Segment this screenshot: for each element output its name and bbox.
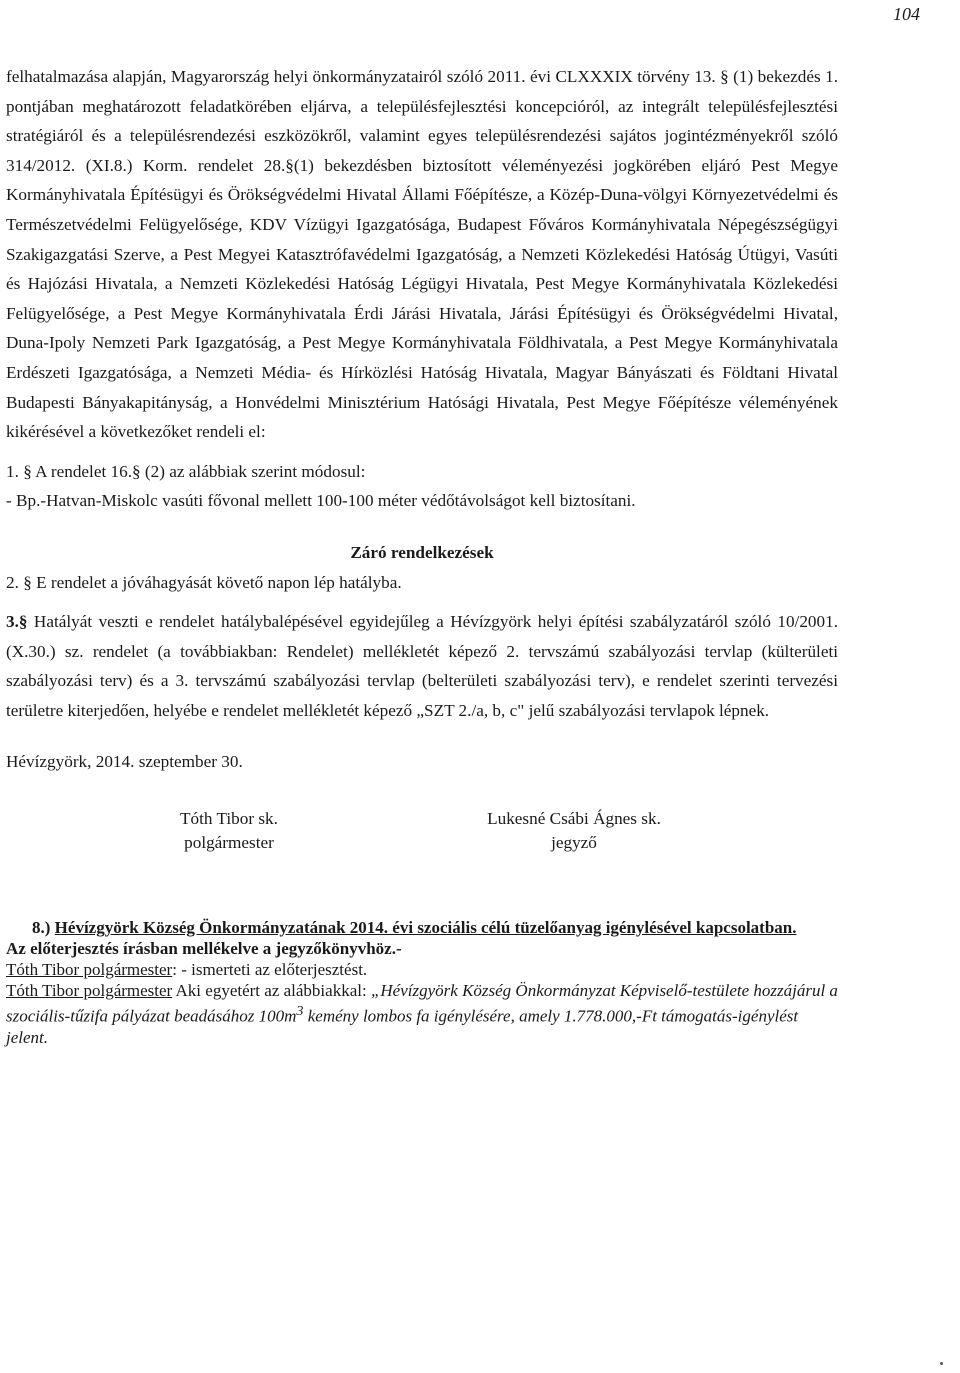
place-date: Hévízgyörk, 2014. szeptember 30. [6, 752, 243, 772]
speaker-line-2 [6, 980, 838, 1048]
speaker-1: Tóth Tibor polgármester [6, 960, 173, 980]
speaker-line-1 [6, 959, 838, 980]
intro-paragraph: felhatalmazása alapján, Magyarország helyi önkormányzatairól szóló 2011. évi CLXXXIX törvény 13. § (1) bekezdés 1. pontjában meghatározott feladatkörében eljárva, a településfejlesztési koncepcióról, az integrált településfejlesztési stratégiáról és a településrendezési eszközökről, valamint egyes településrendezési sajátos jogintézményekről szóló 314/2012. (XI.8.) Korm. rendelet 28.§(1) bekezdésben biztosított véleményezési jogkörében eljáró Pest Megye Kormányhivatala Építésügyi és Örökségvédelmi Hivatal Állami Főépítésze, a Közép-Duna-völgyi Környezetvédelmi és Természetvédelmi Felügyelősége, KDV Vízügyi Igazgatósága, Budapest Főváros Kormányhivatala Népegészségügyi Szakigazgatási Szerve, a Pest Megyei Katasztrófavédelmi Igazgatóság, a Nemzeti Közlekedési Hatóság Útügyi, Vasúti és Hajózási Hivatala, a Nemzeti Közlekedési Hatóság Légügyi Hivatala, Pest Megye Kormányhivatala Közlekedési Felügyelősége, a Pest Megye Kormányhivatala Érdi Járási Hivatala, Járási Építésügyi és Örökségvédelmi Hivatal, Duna-Ipoly Nemzeti Park Igazgatóság, a Pest Megye Kormányhivatala Földhivatala, a Pest Megye Kormányhivatala Erdészeti Igazgatósága, a Nemzeti Média- és Hírközlési Hatóság Hivatala, Magyar Bányászati és Földtani Hivatal Budapesti Bányakapitányság, a Honvédelmi Minisztérium Hatósági Hivatala, Pest Megye Főépítésze véleményének kikérésével a következőket rendeli el: [6, 67, 838, 442]
notary-title: jegyző [551, 833, 597, 853]
document-body [6, 62, 838, 1048]
scan-speck [940, 1362, 943, 1365]
speaker-2: Tóth Tibor polgármester [6, 981, 173, 1001]
agenda-title-text: Hévízgyörk Község Önkormányzatának 2014. évi szociális célú tüzelőanyag igénylésével kapcsolatban. [54, 918, 797, 938]
speaker-2-text: Aki egyetért az alábbiakkal: [172, 981, 371, 1001]
attachment-note: Az előterjesztés írásban mellékelve a jegyzőkönyvhöz.- [6, 939, 402, 959]
section-2: 2. § E rendelet a jóváhagyását követő napon lép hatályba. [6, 572, 402, 592]
section-3-number: 3.§ [6, 612, 28, 632]
section-3 [6, 607, 838, 725]
resolution-superscript: 3 [296, 1003, 304, 1020]
page-number: 104 [893, 4, 920, 24]
speaker-1-text: : - ismerteti az előterjesztést. [172, 960, 368, 980]
resolution-text-end: kemény lombos fa igénylésére, amely 1.778.000,-Ft támogatás-igénylést jelent. [6, 1006, 799, 1047]
agenda-item-8 [6, 917, 838, 1048]
agenda-number: 8.) [32, 918, 51, 938]
signature-notary [444, 807, 704, 855]
signature-mayor [124, 807, 334, 855]
section-1-dash-item: - Bp.-Hatvan-Miskolc vasúti fővonal mellett 100-100 méter védőtávolságot kell biztosítani. [6, 491, 636, 511]
mayor-title: polgármester [184, 833, 274, 853]
section-3-text: Hatályát veszti e rendelet hatálybalépésével egyidejűleg a Hévízgyörk helyi építési szabályzatáról szóló 10/2001. (X.30.) sz. rendelet (a továbbiakban: Rendelet) mellékletét képező 2. tervszámú szabályozási tervlap (külterületi szabályozási terv) és a 3. tervszámú szabályozási tervlap (belterületi szabályozási terv), e rendelet szerinti tervezési területre kiterjedően, helyébe e rendelet mellékletét képező „SZT 2./a, b, c" jelű szabályozási tervlapok lépnek. [6, 612, 838, 720]
closing-provisions-heading: Záró rendelkezések [350, 542, 494, 562]
section-1: 1. § A rendelet 16.§ (2) az alábbiak szerint módosul: [6, 461, 366, 481]
agenda-title [6, 917, 838, 938]
notary-name: Lukesné Csábi Ágnes sk. [487, 809, 661, 829]
resolution-text: „Hévízgyörk Község Önkormányzat Képviselő-testülete hozzájárul a szociális-tűzifa pályázat beadásához 100m [6, 981, 838, 1026]
mayor-name: Tóth Tibor sk. [180, 809, 278, 829]
signature-block [6, 807, 838, 855]
